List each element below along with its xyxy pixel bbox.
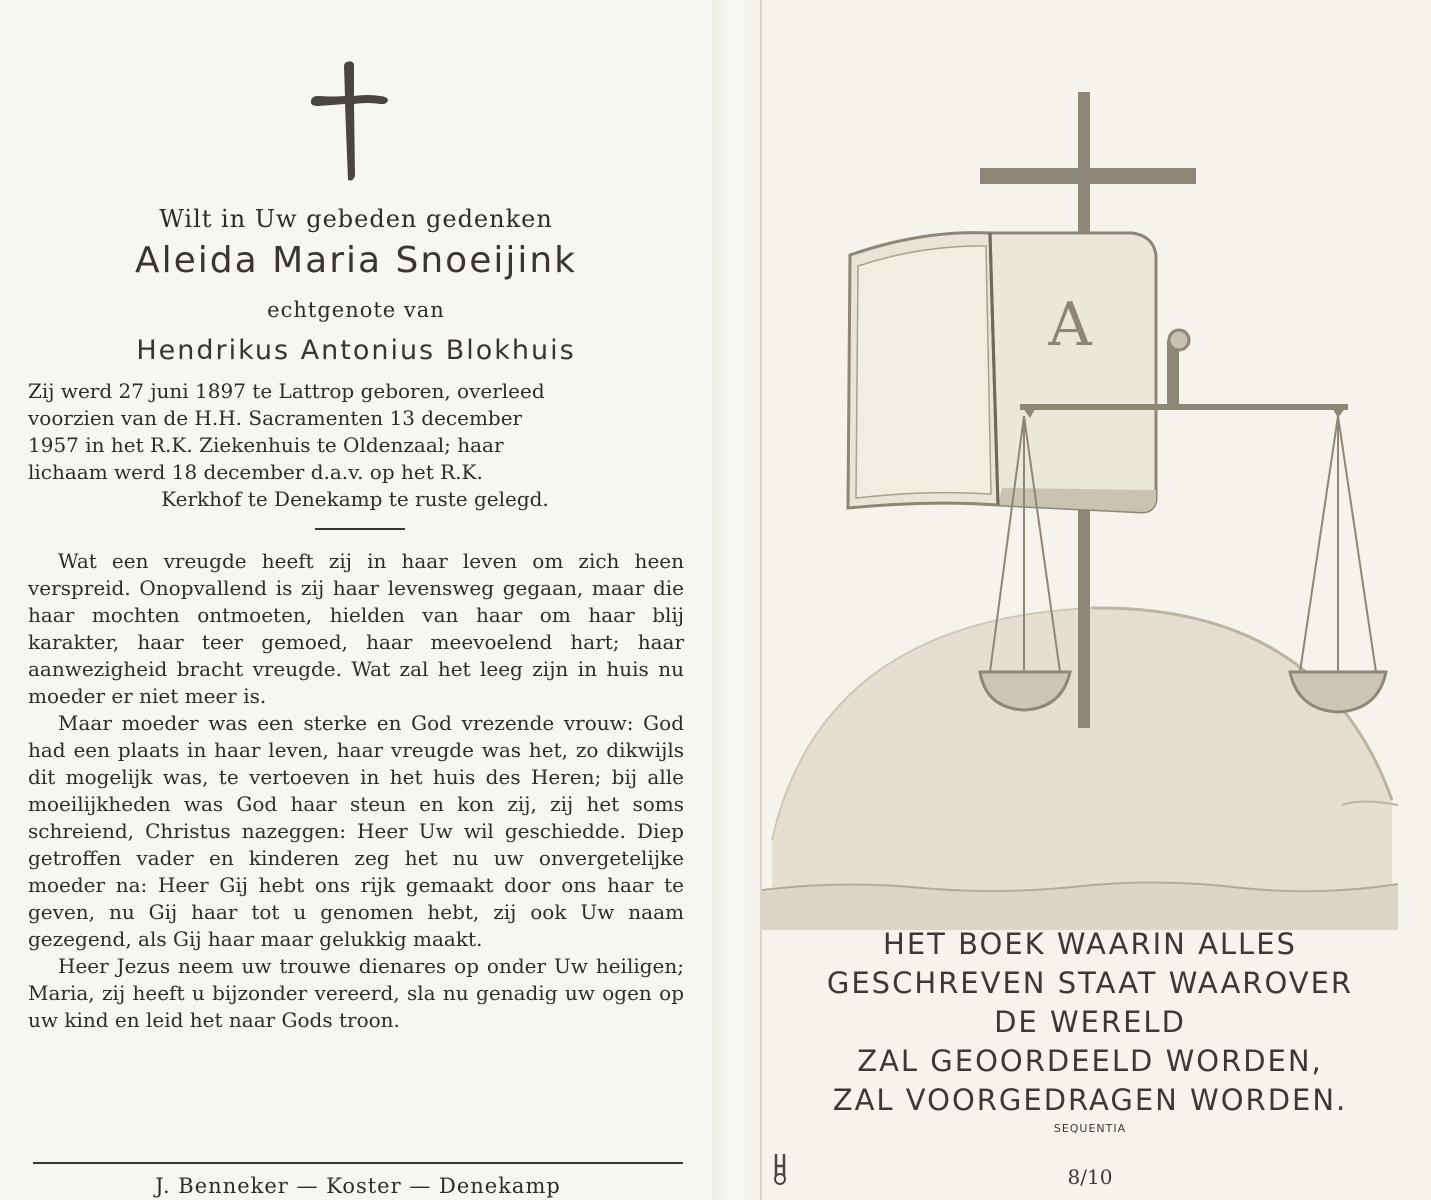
divider [33, 1162, 683, 1164]
caption [770, 925, 1410, 1120]
tribute-paragraph: Maar moeder was een sterke en God vrezende vrouw: God had een plaats in haar leven, haar vreugde was het, zo dikwijls dit mogelijk was, te vertoeven in het huis des Heren; bij alle moeilijkheden was God haar steun en kon zij, zij het soms schreiend, Christus nazeggen: Heer Uw wil geschiedde. Diep getroffen vader en kinderen zeg het nu uw onvergetelijke moeder na: Heer Gij hebt ons rijk gemaakt door ons haar te geven, nu Gij haar tot u genomen hebt, zij ook Uw naam gezegend, als Gij haar maar gelukkig maakt. [28, 711, 684, 951]
biography [28, 378, 682, 513]
book-icon [848, 233, 1156, 512]
caption-line: ZAL GEOORDEELD WORDEN, [857, 1044, 1323, 1078]
caption-line: HET BOEK WAARIN ALLES [883, 927, 1297, 961]
monogram-icon [772, 1152, 794, 1186]
caption-line: GESCHREVEN STAAT WAAROVER [826, 966, 1354, 1000]
card-number: 8/10 [1067, 1165, 1113, 1189]
cross-bar [980, 168, 1196, 184]
divider [315, 528, 405, 530]
cross-icon [308, 60, 390, 182]
book-letter: A [1048, 290, 1092, 360]
biography-line: voorzien van de H.H. Sacramenten 13 december [28, 406, 523, 430]
tribute-paragraph: Wat een vreugde heeft zij in haar leven om zich heen verspreid. Onopvallend is zij haar levensweg gegaan, maar die haar mochten ontmoeten, hielden van haar om haar blij karakter, haar teer gemoed, haar meevoelend hart; haar aanwezigheid bracht vreugde. Wat zal het leeg zijn in huis nu moeder er niet meer is. [28, 549, 684, 708]
spouse-name: Hendrikus Antonius Blokhuis [136, 335, 576, 366]
biography-line: lichaam werd 18 december d.a.v. op het R.K. [28, 460, 483, 484]
balance-beam [1020, 404, 1348, 410]
caption-source: SEQUENTIA [1053, 1122, 1127, 1135]
caption-line: DE WERELD [994, 1005, 1186, 1039]
biography-line: Kerkhof te Denekamp te ruste gelegd. [161, 487, 549, 511]
caption-line: ZAL VOORGEDRAGEN WORDEN. [832, 1083, 1348, 1117]
biography-line: 1957 in het R.K. Ziekenhuis te Oldenzaal; haar [28, 433, 504, 457]
printer-credit: J. Benneker — Koster — Denekamp [155, 1174, 561, 1198]
biography-line: Zij werd 27 juni 1897 te Lattrop geboren, overleed [28, 379, 545, 403]
book-scales-illustration [762, 60, 1431, 930]
right-scale-pan [1290, 416, 1386, 712]
intro-text: Wilt in Uw gebeden gedenken [159, 205, 553, 233]
center-fold [712, 0, 762, 1200]
deceased-name: Aleida Maria Snoeijink [134, 240, 578, 281]
tribute-paragraph: Heer Jezus neem uw trouwe dienares op onder Uw heiligen; Maria, zij heeft u bijzonder vereerd, sla nu genadig uw ogen op uw kind en leid het naar Gods troon. [28, 954, 684, 1032]
relation-text: echtgenote van [267, 298, 445, 322]
tribute-text [28, 548, 684, 1034]
